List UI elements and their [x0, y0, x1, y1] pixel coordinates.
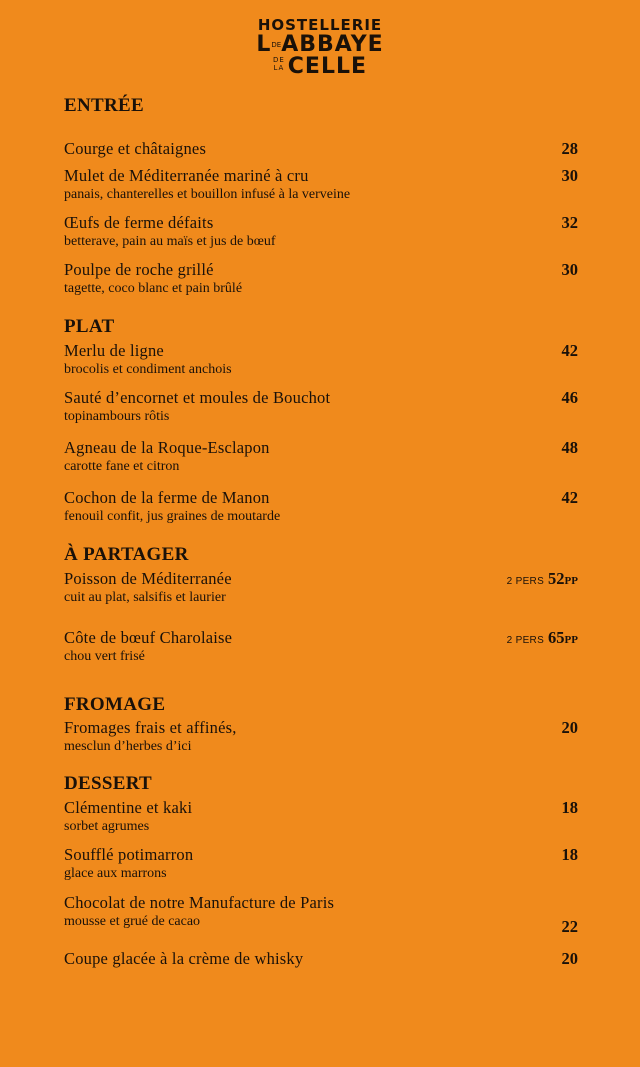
item-desc: mesclun d’herbes d’ici	[64, 739, 192, 754]
item-name: Agneau de la Roque-Esclapon	[64, 438, 270, 457]
menu-item	[64, 260, 578, 298]
item-name: Poisson de Méditerranée	[64, 569, 232, 588]
item-pers: 2 PERS	[506, 635, 545, 646]
item-name: Clémentine et kaki	[64, 798, 193, 817]
item-desc: tagette, coco blanc et pain brûlé	[64, 281, 243, 296]
item-price: 32	[561, 213, 578, 232]
item-price: 22	[561, 917, 578, 936]
item-name: Sauté d’encornet et moules de Bouchot	[64, 388, 331, 407]
logo-de2: DE	[272, 56, 285, 64]
item-price-value: 65	[548, 628, 565, 647]
item-price: 42	[561, 488, 578, 507]
logo-de-small: DE	[271, 41, 282, 49]
item-name: Chocolat de notre Manufacture de Paris	[64, 893, 335, 912]
item-desc: glace aux marrons	[64, 866, 167, 881]
menu-item	[64, 213, 578, 251]
section-entree: ENTRÉE	[64, 95, 144, 116]
item-price: 28	[561, 139, 578, 158]
item-price: 48	[561, 438, 578, 457]
section-plat: PLAT	[64, 316, 115, 337]
item-price: 30	[561, 166, 578, 185]
item-desc: carotte fane et citron	[64, 459, 180, 474]
logo-celle: CELLE	[287, 54, 368, 79]
item-desc: topinambours rôtis	[64, 409, 170, 424]
menu-item	[64, 166, 578, 204]
menu-item	[64, 341, 578, 379]
menu-item	[64, 488, 578, 526]
item-price	[507, 628, 578, 651]
item-pers: 2 PERS	[506, 576, 545, 587]
item-name: Poulpe de roche grillé	[64, 260, 214, 279]
item-price-unit: PP	[564, 634, 578, 646]
item-desc: brocolis et condiment anchois	[64, 362, 232, 377]
item-name: Mulet de Méditerranée mariné à cru	[64, 166, 309, 185]
item-desc: mousse et grué de cacao	[64, 914, 201, 929]
menu-item	[64, 845, 578, 883]
item-name: Fromages frais et affinés,	[64, 718, 237, 737]
item-name: Côte de bœuf Charolaise	[64, 628, 233, 647]
menu-item	[64, 569, 578, 607]
logo-l: L	[256, 32, 272, 57]
section-dessert: DESSERT	[64, 773, 153, 794]
menu-item	[64, 893, 578, 937]
menu-item	[64, 718, 578, 756]
item-name: Merlu de ligne	[64, 341, 164, 360]
section-a-partager: À PARTAGER	[64, 544, 189, 565]
menu-item	[64, 388, 578, 426]
logo-line-hostellerie: HOSTELLERIE	[257, 16, 383, 34]
item-price: 18	[561, 798, 578, 817]
menu-item	[64, 438, 578, 476]
menu-item	[64, 798, 578, 836]
item-desc: betterave, pain au maïs et jus de bœuf	[64, 234, 276, 249]
logo-abbaye: ABBAYE	[281, 32, 384, 57]
item-price-value: 52	[548, 569, 565, 588]
item-price: 30	[561, 260, 578, 279]
item-name: Cochon de la ferme de Manon	[64, 488, 270, 507]
item-price: 20	[561, 718, 578, 737]
section-fromage: FROMAGE	[64, 694, 166, 715]
item-name: Œufs de ferme défaits	[64, 213, 214, 232]
item-price-unit: PP	[564, 575, 578, 587]
item-price	[507, 569, 578, 592]
menu-item	[64, 949, 578, 969]
item-desc: cuit au plat, salsifis et laurier	[64, 590, 226, 605]
item-desc: sorbet agrumes	[64, 819, 150, 834]
item-price: 20	[561, 949, 578, 968]
item-price: 18	[561, 845, 578, 864]
item-desc: chou vert frisé	[64, 649, 145, 664]
item-name: Coupe glacée à la crème de whisky	[64, 949, 304, 968]
menu-item	[64, 628, 578, 666]
menu-item	[64, 139, 578, 159]
item-name: Courge et châtaignes	[64, 139, 207, 158]
logo-line-celle	[0, 56, 640, 78]
item-name: Soufflé potimarron	[64, 845, 194, 864]
logo-la: LA	[273, 64, 285, 72]
logo-line-abbaye	[0, 34, 640, 56]
item-desc: panais, chanterelles et bouillon infusé à la verveine	[64, 187, 351, 202]
logo-de-la-small	[273, 56, 285, 72]
logo	[0, 16, 640, 78]
item-price: 42	[561, 341, 578, 360]
item-desc: fenouil confit, jus graines de moutarde	[64, 509, 281, 524]
item-price: 46	[561, 388, 578, 407]
